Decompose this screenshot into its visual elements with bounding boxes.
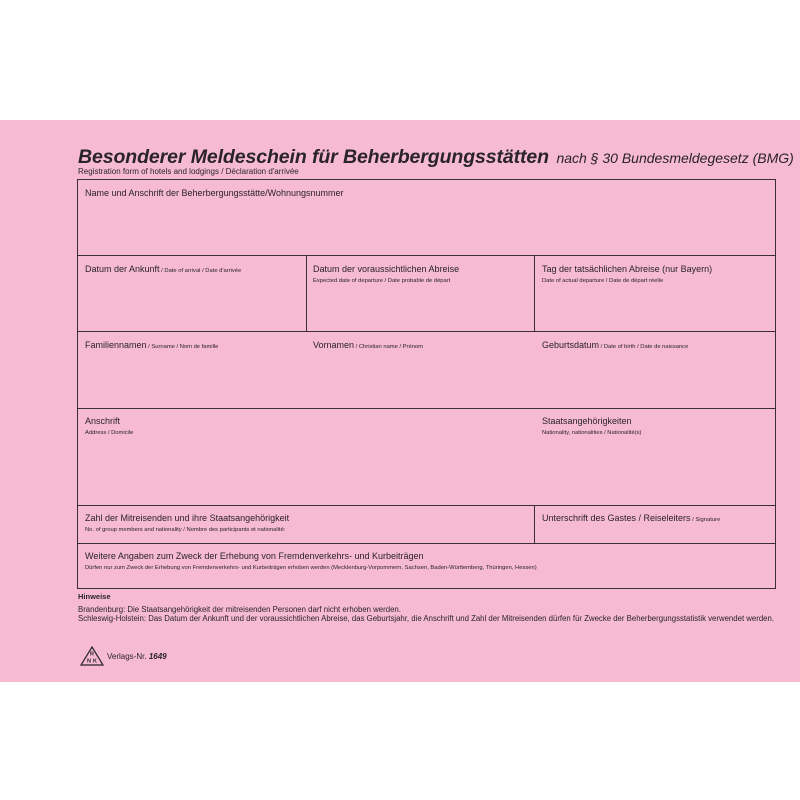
- address-translation: Address / Domicile: [85, 430, 134, 436]
- signature-translation: / Signature: [690, 517, 721, 523]
- notes-section: [78, 592, 778, 624]
- surname-translation: / Surname / Nom de famille: [146, 344, 219, 350]
- companions-field[interactable]: [85, 508, 289, 533]
- note-brandenburg: Brandenburg: Die Staatsangehörigkeit der mitreisenden Personen darf nicht erhoben werden.: [78, 604, 401, 614]
- companions-label: Zahl der Mitreisenden und ihre Staatsangehörigkeit: [85, 513, 290, 523]
- form-grid: [77, 179, 776, 589]
- establishment-label: Name und Anschrift der Beherbergungsstätte/Wohnungsnummer: [85, 188, 344, 198]
- publisher-info: [80, 646, 167, 666]
- signature-label: Unterschrift des Gastes / Reiseleiters: [542, 513, 691, 523]
- birth-date-label: Geburtsdatum: [542, 340, 600, 350]
- first-name-label: Vornamen: [313, 340, 355, 350]
- address-label: Anschrift: [85, 416, 121, 426]
- publisher-logo-icon: [80, 646, 104, 666]
- column-divider: [534, 505, 535, 543]
- first-name-field[interactable]: [313, 335, 423, 353]
- row-divider: [78, 408, 775, 409]
- row-divider: [78, 255, 775, 256]
- publisher-number: 1649: [148, 651, 167, 661]
- tourism-translation: Dürfen nur zum Zweck der Erhebung von Fremdenverkehrs- und Kurbeiträgen erhoben werden (Mecklenburg-Vorpommern, Sachsen, Baden-Württemberg, Thüringen, Hessen): [85, 565, 537, 571]
- form-title-main: Besonderer Meldeschein für Beherbergungsstätten: [78, 146, 549, 168]
- row-divider: [78, 331, 775, 332]
- arrival-date-translation: / Date of arrival / Date d'arrivée: [159, 268, 242, 274]
- form-title-sub: nach § 30 Bundesmeldegesetz (BMG): [556, 150, 794, 166]
- logo-letter-n: N: [87, 658, 91, 665]
- tourism-label: Weitere Angaben zum Zweck der Erhebung von Fremdenverkehrs- und Kurbeiträgen: [85, 551, 424, 561]
- column-divider: [534, 255, 535, 331]
- notes-heading: Hinweise: [78, 592, 111, 601]
- nationality-translation: Nationality, nationalities / Nationalité(s): [542, 430, 642, 436]
- surname-label: Familiennamen: [85, 340, 147, 350]
- row-divider: [78, 543, 775, 544]
- expected-departure-field[interactable]: [313, 259, 459, 284]
- publisher-number-label: Verlags-Nr.: [107, 651, 147, 661]
- actual-departure-field[interactable]: [542, 259, 712, 284]
- logo-letter-k: K: [93, 658, 97, 665]
- signature-field[interactable]: [542, 508, 720, 526]
- tourism-field[interactable]: [85, 546, 537, 571]
- expected-departure-translation: Expected date of departure / Date probable de départ: [313, 278, 451, 284]
- establishment-field[interactable]: [85, 183, 343, 201]
- note-schleswig-holstein: Schleswig-Holstein: Das Datum der Ankunft und der voraussichtlichen Abreise, das Geburtsjahr, die Anschrift und Zahl der Mitreisenden dürfen für Zwecke der Beherbergungsstatistik verwendet werden.: [78, 614, 775, 624]
- companions-translation: No. of group members and nationality / Nombre des participants et nationalité:: [85, 527, 286, 533]
- column-divider: [306, 255, 307, 331]
- arrival-date-field[interactable]: [85, 259, 241, 277]
- birth-date-field[interactable]: [542, 335, 688, 353]
- actual-departure-label: Tag der tatsächlichen Abreise (nur Bayern): [542, 264, 713, 274]
- first-name-translation: / Christian name / Prénom: [354, 344, 423, 350]
- birth-date-translation: / Date of birth / Date de naissance: [599, 344, 689, 350]
- registration-form-sheet: [0, 120, 800, 682]
- publisher-number-text: [107, 652, 167, 661]
- form-subtitle: Registration form of hotels and lodgings / Déclaration d'arrivée: [78, 167, 299, 176]
- form-title: [78, 146, 794, 169]
- arrival-date-label: Datum der Ankunft: [85, 264, 160, 274]
- expected-departure-label: Datum der voraussichtlichen Abreise: [313, 264, 460, 274]
- logo-letter-r: R: [90, 651, 94, 658]
- address-field[interactable]: [85, 411, 133, 436]
- nationality-field[interactable]: [542, 411, 641, 436]
- surname-field[interactable]: [85, 335, 218, 353]
- row-divider: [78, 505, 775, 506]
- nationality-label: Staatsangehörigkeiten: [542, 416, 632, 426]
- actual-departure-translation: Date of actual departure / Date de départ réelle: [542, 278, 664, 284]
